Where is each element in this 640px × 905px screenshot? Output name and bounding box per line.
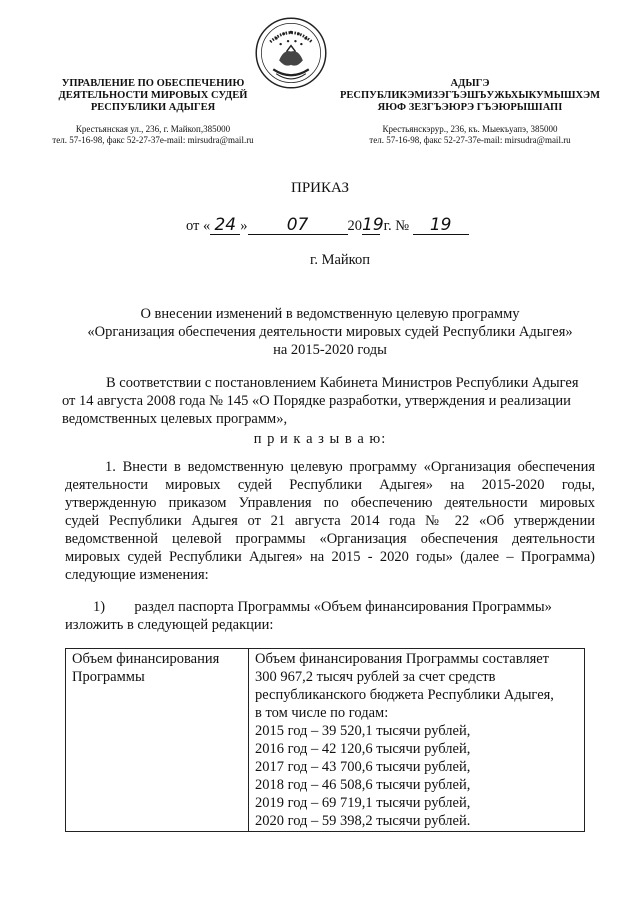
order-subject: О внесении изменений в ведомственную целевую программу «Организация обеспечения деятельности мировых судей Республики Адыгея» на 2015-2020 годы: [87, 306, 573, 358]
order-number: 19: [413, 216, 469, 235]
order-month: 07: [248, 216, 348, 235]
header-left: [22, 78, 284, 146]
org-address-ru: Крестьянская ул., 236, г. Майкоп,385000 тел. 57-16-98, факс 52-27-37e-mail: mirsudra@mail.ru: [52, 124, 254, 145]
header-right: [330, 78, 610, 146]
table-cell-value: Объем финансирования Программы составляет 300 967,2 тысяч рублей за счет средств республиканского бюджета Республики Адыгея, в том числе по годам: 2015 год – 39 520,1 тысячи рублей, 2016 год – 42 120,6 тысячи рублей, 2017 год – 43 700,6 тысячи рублей, 2018 год – 46 508,6 тысячи рублей, 2019 год – 69 719,1 тысячи рублей, 2020 год – 59 398,2 тысячи рублей.: [249, 649, 585, 832]
preamble: В соответствии с постановлением Кабинета Министров Республики Адыгея от 14 августа 2008 года № 145 «О Порядке разработки, утверждения и реализации ведомственных целевых программ»,: [62, 375, 579, 427]
item-1-paragraph: 1. Внести в ведомственную целевую программу «Организация обеспечения деятельности мировых судей Республики Адыгея» на 2015-2020 годы, утвержденную приказом Управления по обеспечению деятельности мировых судей Республики Адыгея от 21 августа 2014 года № 22 «Об утверждении ведомственной целевой программы «Организация обеспечения деятельности мировых судей Республики Адыгея» на 2015 - 2020 годы» (далее – Программа) следующие изменения:: [65, 459, 595, 583]
decree-word: п р и к а з ы в а ю:: [253, 431, 387, 447]
document-title: ПРИКАЗ: [291, 180, 349, 196]
org-address-ady: Крестьянскэрур., 236, къ. Мыекъуапэ, 385000 тел. 57-16-98, факс 52-27-37e-mail: mirsudra@mail.ru: [369, 124, 571, 145]
order-city: г. Майкоп: [310, 252, 370, 268]
order-year: 19: [362, 215, 384, 235]
order-date-line: от « 24 » 07 2019 г. № 19: [186, 216, 506, 235]
table-cell-label: Объем финансирования Программы: [66, 649, 249, 832]
coat-of-arms-icon: [254, 16, 328, 90]
sub-item-1-continuation: изложить в следующей редакции:: [65, 617, 274, 633]
org-name-ru: УПРАВЛЕНИЕ ПО ОБЕСПЕЧЕНИЮ ДЕЯТЕЛЬНОСТИ МИРОВЫХ СУДЕЙ РЕСПУБЛИКИ АДЫГЕЯ: [58, 78, 248, 113]
order-day: 24: [210, 216, 240, 235]
org-name-ady: АДЫГЭ РЕСПУБЛИКЭМИЗЭГЪЭШЪУЖЬХЫКУМЫШХЭМ ЯЮФ ЗЕЗГЪЭЮРЭ ГЪЭЮРЫШIАПI: [339, 78, 601, 113]
table-row: [66, 649, 585, 832]
sub-item-1: 1) раздел паспорта Программы «Объем финансирования Программы»: [93, 599, 552, 615]
financing-table: [65, 648, 585, 832]
